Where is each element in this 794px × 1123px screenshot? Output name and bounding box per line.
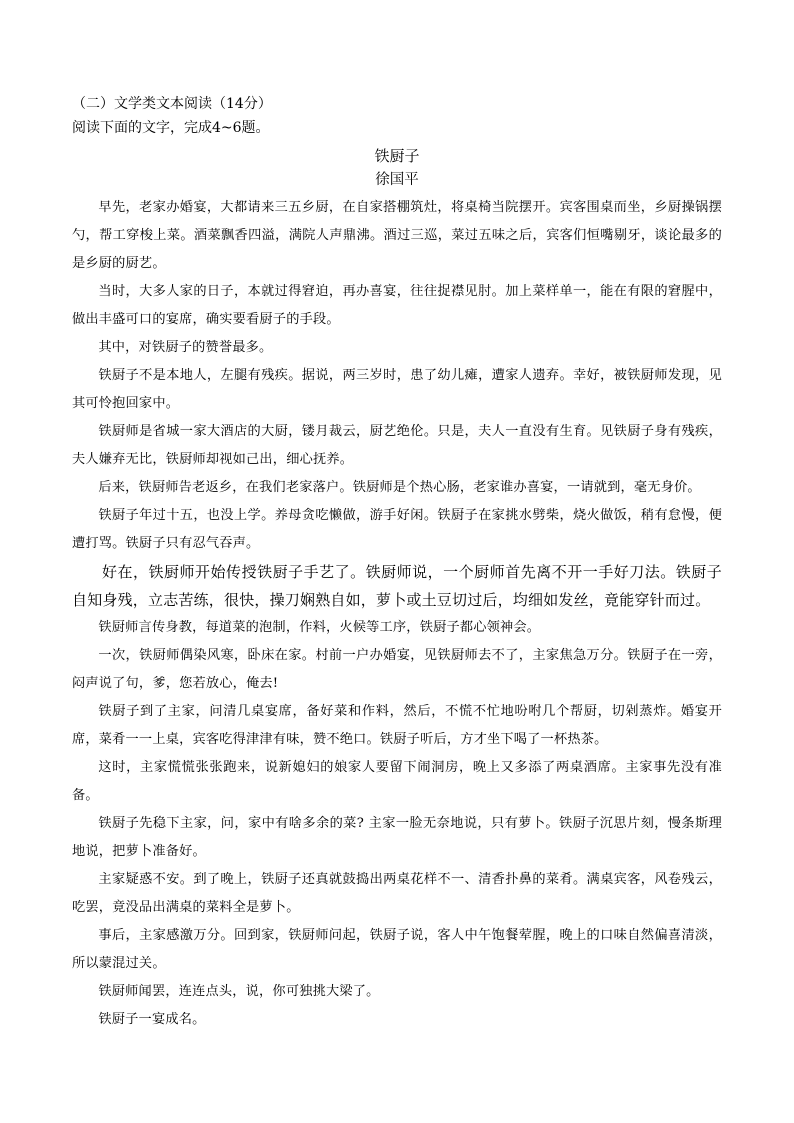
paragraph: 其中，对铁厨子的赞誉最多。 bbox=[98, 340, 273, 355]
section-header: （二）文学类文本阅读（14分） bbox=[72, 96, 272, 112]
story-author: 徐国平 bbox=[375, 172, 419, 188]
paragraph: 铁厨子先稳下主家，问，家中有啥多余的菜? 主家一脸无奈地说，只有萝卜。铁厨子沉思片刻，慢条斯理地说，把萝卜准备好。 bbox=[72, 816, 722, 859]
paragraph: 好在，铁厨师开始传授铁厨子手艺了。铁厨师说，一个厨师首先离不开一手好刀法。铁厨子自知身残，立志苦练，很快，操刀娴熟自如，萝卜或土豆切过后，均细如发丝，竟能穿针而过。 bbox=[72, 563, 722, 609]
paragraph: 铁厨子年过十五，也没上学。养母贪吃懒做，游手好闲。铁厨子在家挑水劈柴，烧火做饭，稍有怠慢，便遭打骂。铁厨子只有忍气吞声。 bbox=[72, 508, 722, 551]
reading-instruction: 阅读下面的文字，完成4~6题。 bbox=[72, 120, 270, 136]
paragraph: 一次，铁厨师偶染风寒，卧床在家。村前一户办婚宴，见铁厨师去不了，主家焦急万分。铁厨子在一旁，闷声说了句，爹，您若放心，俺去! bbox=[72, 648, 722, 691]
paragraph: 早先，老家办婚宴，大都请来三五乡厨，在自家搭棚筑灶，将桌椅当院摆开。宾客围桌而坐，乡厨操锅摆勺，帮工穿梭上菜。酒菜飘香四溢，满院人声鼎沸。酒过三巡，菜过五味之后，宾客们恒嘴剔牙，谈论最多的是乡厨的厨艺。 bbox=[72, 200, 722, 271]
story-title: 铁厨子 bbox=[374, 147, 420, 165]
paragraph: 主家疑惑不安。到了晚上，铁厨子还真就鼓捣出两桌花样不一、清香扑鼻的菜肴。满桌宾客，风卷残云，吃罢，竟没品出满桌的菜料全是萝卜。 bbox=[72, 872, 722, 915]
document-page bbox=[72, 92, 722, 1034]
paragraph: 后来，铁厨师告老返乡，在我们老家落户。铁厨师是个热心肠，老家谁办喜宴，一请就到，毫无身价。 bbox=[98, 480, 701, 495]
paragraph: 这时，主家慌慌张张跑来，说新媳妇的娘家人要留下闹洞房，晚上又多添了两桌酒席。主家事先没有准备。 bbox=[72, 760, 722, 803]
paragraph: 铁厨子不是本地人，左腿有残疾。据说，两三岁时，患了幼儿瘫，遭家人遗弃。幸好，被铁厨师发现，见其可怜抱回家中。 bbox=[72, 368, 722, 411]
paragraph: 铁厨子到了主家，问清几桌宴席，备好菜和作料，然后，不慌不忙地吩咐几个帮厨，切剁蒸炸。婚宴开席，菜肴一一上桌，宾客吃得津津有味，赞不绝口。铁厨子听后，方才坐下喝了一杯热茶。 bbox=[72, 704, 722, 747]
paragraph: 铁厨师闻罢，连连点头，说，你可独挑大梁了。 bbox=[98, 984, 380, 999]
paragraph: 铁厨师是省城一家大酒店的大厨，镂月裁云，厨艺绝伦。只是，夫人一直没有生育。见铁厨子身有残疾，夫人嫌弃无比，铁厨师却视如己出，细心抚养。 bbox=[72, 424, 722, 467]
paragraph: 事后，主家感激万分。回到家，铁厨师问起，铁厨子说，客人中午饱餐荤腥，晚上的口味自然偏喜清淡，所以蒙混过关。 bbox=[72, 928, 722, 971]
paragraph: 铁厨子一宴成名。 bbox=[98, 1012, 206, 1027]
paragraph: 当时，大多人家的日子，本就过得窘迫，再办喜宴，往往捉襟见肘。加上菜样单一，能在有限的窘腥中，做出丰盛可口的宴席，确实要看厨子的手段。 bbox=[72, 284, 722, 327]
paragraph: 铁厨师言传身教，每道菜的泡制，作料，火候等工序，铁厨子都心领神会。 bbox=[98, 620, 541, 635]
